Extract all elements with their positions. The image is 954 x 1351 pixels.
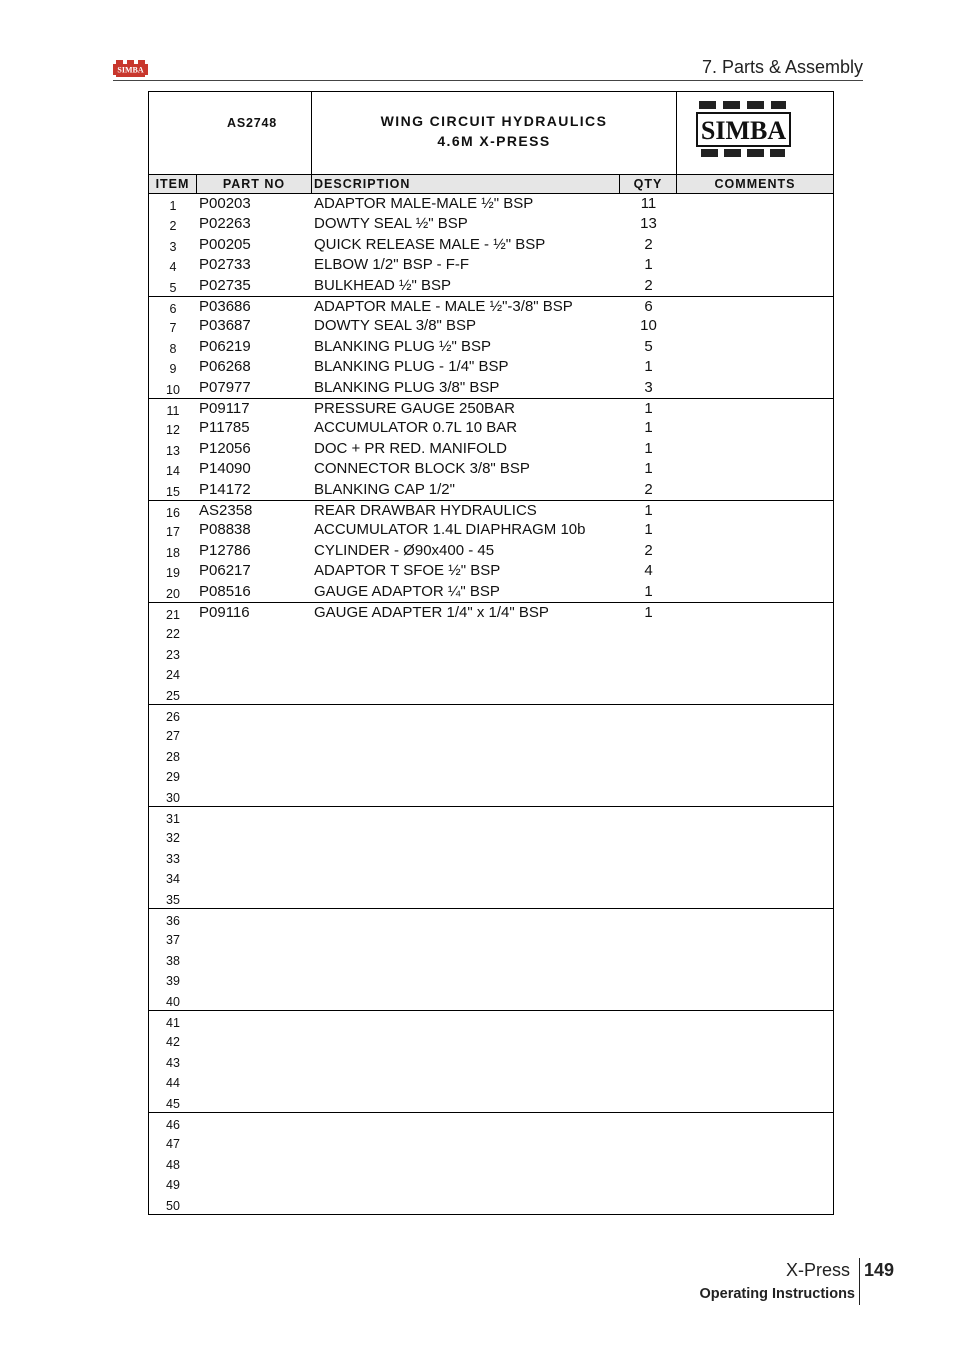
part-description: ADAPTOR T SFOE ½" BSP	[314, 562, 501, 580]
part-quantity: 3	[644, 378, 653, 396]
part-quantity: 1	[644, 582, 653, 600]
item-number: 9	[169, 362, 177, 377]
part-number: P06219	[199, 337, 251, 355]
part-number: P02263	[199, 215, 251, 233]
part-number: P02735	[199, 276, 251, 294]
part-quantity: 10	[640, 317, 657, 335]
part-number: P08838	[199, 521, 251, 539]
item-number: 27	[166, 729, 180, 744]
item-number: 47	[166, 1137, 180, 1152]
column-header-row	[149, 174, 833, 194]
item-number: 12	[166, 423, 180, 438]
item-number: 22	[166, 627, 180, 642]
item-number: 36	[166, 914, 180, 928]
item-number: 48	[166, 1157, 180, 1172]
item-number: 7	[169, 321, 177, 336]
item-number: 14	[166, 464, 180, 479]
item-number: 25	[166, 688, 180, 703]
item-number: 19	[166, 566, 180, 581]
logo-text: SIMBA	[700, 116, 787, 145]
item-number: 11	[166, 404, 180, 418]
table-row	[149, 1010, 833, 1030]
table-row	[149, 561, 833, 581]
table-row	[149, 786, 833, 806]
table-row	[149, 643, 833, 663]
table-row	[149, 928, 833, 948]
part-number: P00205	[199, 235, 251, 253]
part-description: DOWTY SEAL 3/8" BSP	[314, 317, 477, 335]
item-number: 15	[166, 484, 180, 499]
table-row	[149, 602, 833, 622]
part-description: REAR DRAWBAR HYDRAULICS	[314, 502, 537, 519]
part-quantity: 1	[644, 439, 653, 457]
simba-brand-logo	[113, 60, 148, 77]
item-number: 2	[169, 219, 177, 234]
table-row	[149, 1092, 833, 1112]
table-row	[149, 398, 833, 418]
table-row	[149, 969, 833, 989]
part-quantity: 6	[644, 298, 653, 315]
part-quantity: 2	[644, 235, 653, 253]
item-number: 30	[166, 790, 180, 805]
table-row	[149, 888, 833, 908]
part-number: P09116	[199, 604, 250, 621]
part-quantity: 1	[644, 604, 653, 621]
assembly-subtitle: 4.6M X-PRESS	[437, 133, 551, 149]
part-number: P03686	[199, 298, 251, 315]
column-header-comments: COMMENTS	[714, 177, 796, 191]
part-description: ADAPTOR MALE - MALE ½"-3/8" BSP	[314, 298, 573, 315]
column-header-description: DESCRIPTION	[312, 175, 620, 193]
table-row	[149, 357, 833, 377]
part-number: P12056	[199, 439, 251, 457]
part-quantity: 13	[640, 215, 657, 233]
part-quantity: 1	[644, 502, 653, 519]
part-number: P09117	[199, 400, 250, 417]
table-row	[149, 704, 833, 724]
table-row	[149, 520, 833, 540]
table-row	[149, 276, 833, 296]
item-number: 6	[169, 302, 177, 316]
item-number: 46	[166, 1118, 180, 1132]
part-number: P06217	[199, 562, 251, 580]
part-quantity: 1	[644, 521, 653, 539]
table-row	[149, 337, 833, 357]
item-number: 5	[169, 280, 177, 295]
part-quantity: 2	[644, 541, 653, 559]
item-number: 50	[166, 1198, 180, 1213]
part-description: BLANKING PLUG 3/8" BSP	[314, 378, 500, 396]
part-description: BULKHEAD ½" BSP	[314, 276, 452, 294]
part-description: BLANKING PLUG - 1/4" BSP	[314, 358, 509, 376]
table-row	[149, 826, 833, 846]
item-number: 32	[166, 831, 180, 846]
part-number: P14172	[199, 480, 251, 498]
part-number: P11785	[199, 419, 250, 437]
part-description: ELBOW 1/2" BSP - F-F	[314, 256, 470, 274]
item-number: 16	[166, 506, 180, 520]
part-number: P06268	[199, 358, 251, 376]
assembly-title: WING CIRCUIT HYDRAULICS	[380, 113, 608, 129]
column-header-qty: QTY	[620, 175, 677, 193]
table-row	[149, 1051, 833, 1071]
parts-sheet	[148, 91, 834, 1215]
assembly-number: AS2748	[227, 116, 277, 130]
item-number: 20	[166, 586, 180, 601]
table-row	[149, 1153, 833, 1173]
rule-comments	[676, 92, 677, 174]
part-number: P03687	[199, 317, 251, 335]
item-number: 18	[166, 545, 180, 560]
item-number: 1	[169, 199, 177, 213]
column-header-part-no: PART NO	[197, 175, 312, 193]
part-number: P14090	[199, 460, 251, 478]
part-quantity: 1	[644, 256, 653, 274]
table-row	[149, 1112, 833, 1132]
part-description: ACCUMULATOR 1.4L DIAPHRAGM 10b	[314, 521, 586, 539]
item-number: 44	[166, 1076, 180, 1091]
part-quantity: 2	[644, 276, 653, 294]
table-row	[149, 847, 833, 867]
part-description: DOWTY SEAL ½" BSP	[314, 215, 468, 233]
item-number: 10	[166, 382, 180, 397]
table-row	[149, 439, 833, 459]
table-row	[149, 663, 833, 683]
item-number: 8	[169, 341, 177, 356]
table-row	[149, 480, 833, 500]
part-quantity: 1	[644, 460, 653, 478]
table-row	[149, 235, 833, 255]
part-description: GAUGE ADAPTER 1/4" x 1/4" BSP	[314, 604, 549, 621]
table-row	[149, 1194, 833, 1214]
part-quantity: 1	[644, 358, 653, 376]
footer-subtitle: Operating Instructions	[699, 1286, 855, 1302]
table-row	[149, 194, 833, 214]
part-number: P07977	[199, 378, 251, 396]
part-quantity: 1	[644, 419, 653, 437]
table-row	[149, 1173, 833, 1193]
table-row	[149, 214, 833, 234]
part-description: PRESSURE GAUGE 250BAR	[314, 400, 515, 417]
part-description: QUICK RELEASE MALE - ½" BSP	[314, 235, 546, 253]
table-row	[149, 582, 833, 602]
item-number: 21	[166, 608, 180, 622]
part-quantity: 1	[644, 400, 653, 417]
section-title: 7. Parts & Assembly	[701, 57, 863, 77]
table-row	[149, 1132, 833, 1152]
table-row	[149, 908, 833, 928]
table-row	[149, 745, 833, 765]
table-row	[149, 296, 833, 316]
svg-text:SIMBA: SIMBA	[117, 65, 144, 75]
item-number: 28	[166, 749, 180, 764]
table-row	[149, 1071, 833, 1091]
part-description: CONNECTOR BLOCK 3/8" BSP	[314, 460, 530, 478]
title-block	[149, 92, 833, 174]
part-description: BLANKING CAP 1/2"	[314, 480, 455, 498]
table-row	[149, 500, 833, 520]
part-description: CYLINDER - Ø90x400 - 45	[314, 541, 495, 559]
assembly-title-cell	[312, 92, 677, 174]
part-description: BLANKING PLUG ½" BSP	[314, 337, 492, 355]
part-number: P08516	[199, 582, 251, 600]
item-number: 42	[166, 1035, 180, 1050]
footer-product: X-Press	[786, 1260, 851, 1280]
footer-separator	[859, 1258, 860, 1305]
item-number: 41	[166, 1016, 180, 1030]
assembly-number-cell	[149, 92, 312, 174]
table-row	[149, 316, 833, 336]
header-rule	[113, 80, 863, 81]
table-row	[149, 1030, 833, 1050]
item-number: 17	[166, 525, 180, 540]
column-header-item: ITEM	[149, 175, 197, 193]
table-row	[149, 684, 833, 704]
item-number: 49	[166, 1178, 180, 1193]
part-description: DOC + PR RED. MANIFOLD	[314, 439, 507, 457]
item-number: 38	[166, 953, 180, 968]
item-number: 26	[166, 710, 180, 724]
table-row	[149, 765, 833, 785]
item-number: 24	[166, 668, 180, 683]
item-number: 43	[166, 1055, 180, 1070]
table-row	[149, 724, 833, 744]
part-quantity: 5	[644, 337, 653, 355]
part-description: ADAPTOR MALE-MALE ½" BSP	[314, 195, 534, 212]
logo-cell	[677, 92, 833, 174]
part-quantity: 11	[640, 195, 657, 212]
item-number: 29	[166, 770, 180, 785]
part-quantity: 4	[644, 562, 653, 580]
table-row	[149, 255, 833, 275]
item-number: 23	[166, 647, 180, 662]
part-description: GAUGE ADAPTOR ¼" BSP	[314, 582, 500, 600]
table-row	[149, 622, 833, 642]
item-number: 37	[166, 933, 180, 948]
item-number: 35	[166, 892, 180, 907]
item-number: 4	[169, 260, 177, 275]
table-row	[149, 459, 833, 479]
part-quantity: 2	[644, 480, 653, 498]
item-number: 34	[166, 872, 180, 887]
table-row	[149, 990, 833, 1010]
item-number: 13	[166, 443, 180, 458]
table-row	[149, 541, 833, 561]
table-row	[149, 867, 833, 887]
table-row	[149, 378, 833, 398]
item-number: 45	[166, 1096, 180, 1111]
part-number: P00203	[199, 195, 251, 212]
item-number: 33	[166, 851, 180, 866]
part-number: AS2358	[199, 502, 253, 519]
part-number: P02733	[199, 256, 251, 274]
table-row	[149, 806, 833, 826]
page-number: 149	[864, 1260, 895, 1280]
table-row	[149, 949, 833, 969]
simba-logo	[696, 100, 792, 160]
item-number: 31	[166, 812, 180, 826]
part-number: P12786	[199, 541, 251, 559]
item-number: 40	[166, 994, 180, 1009]
item-number: 39	[166, 974, 180, 989]
table-row	[149, 418, 833, 438]
item-number: 3	[169, 239, 177, 254]
part-description: ACCUMULATOR 0.7L 10 BAR	[314, 419, 518, 437]
